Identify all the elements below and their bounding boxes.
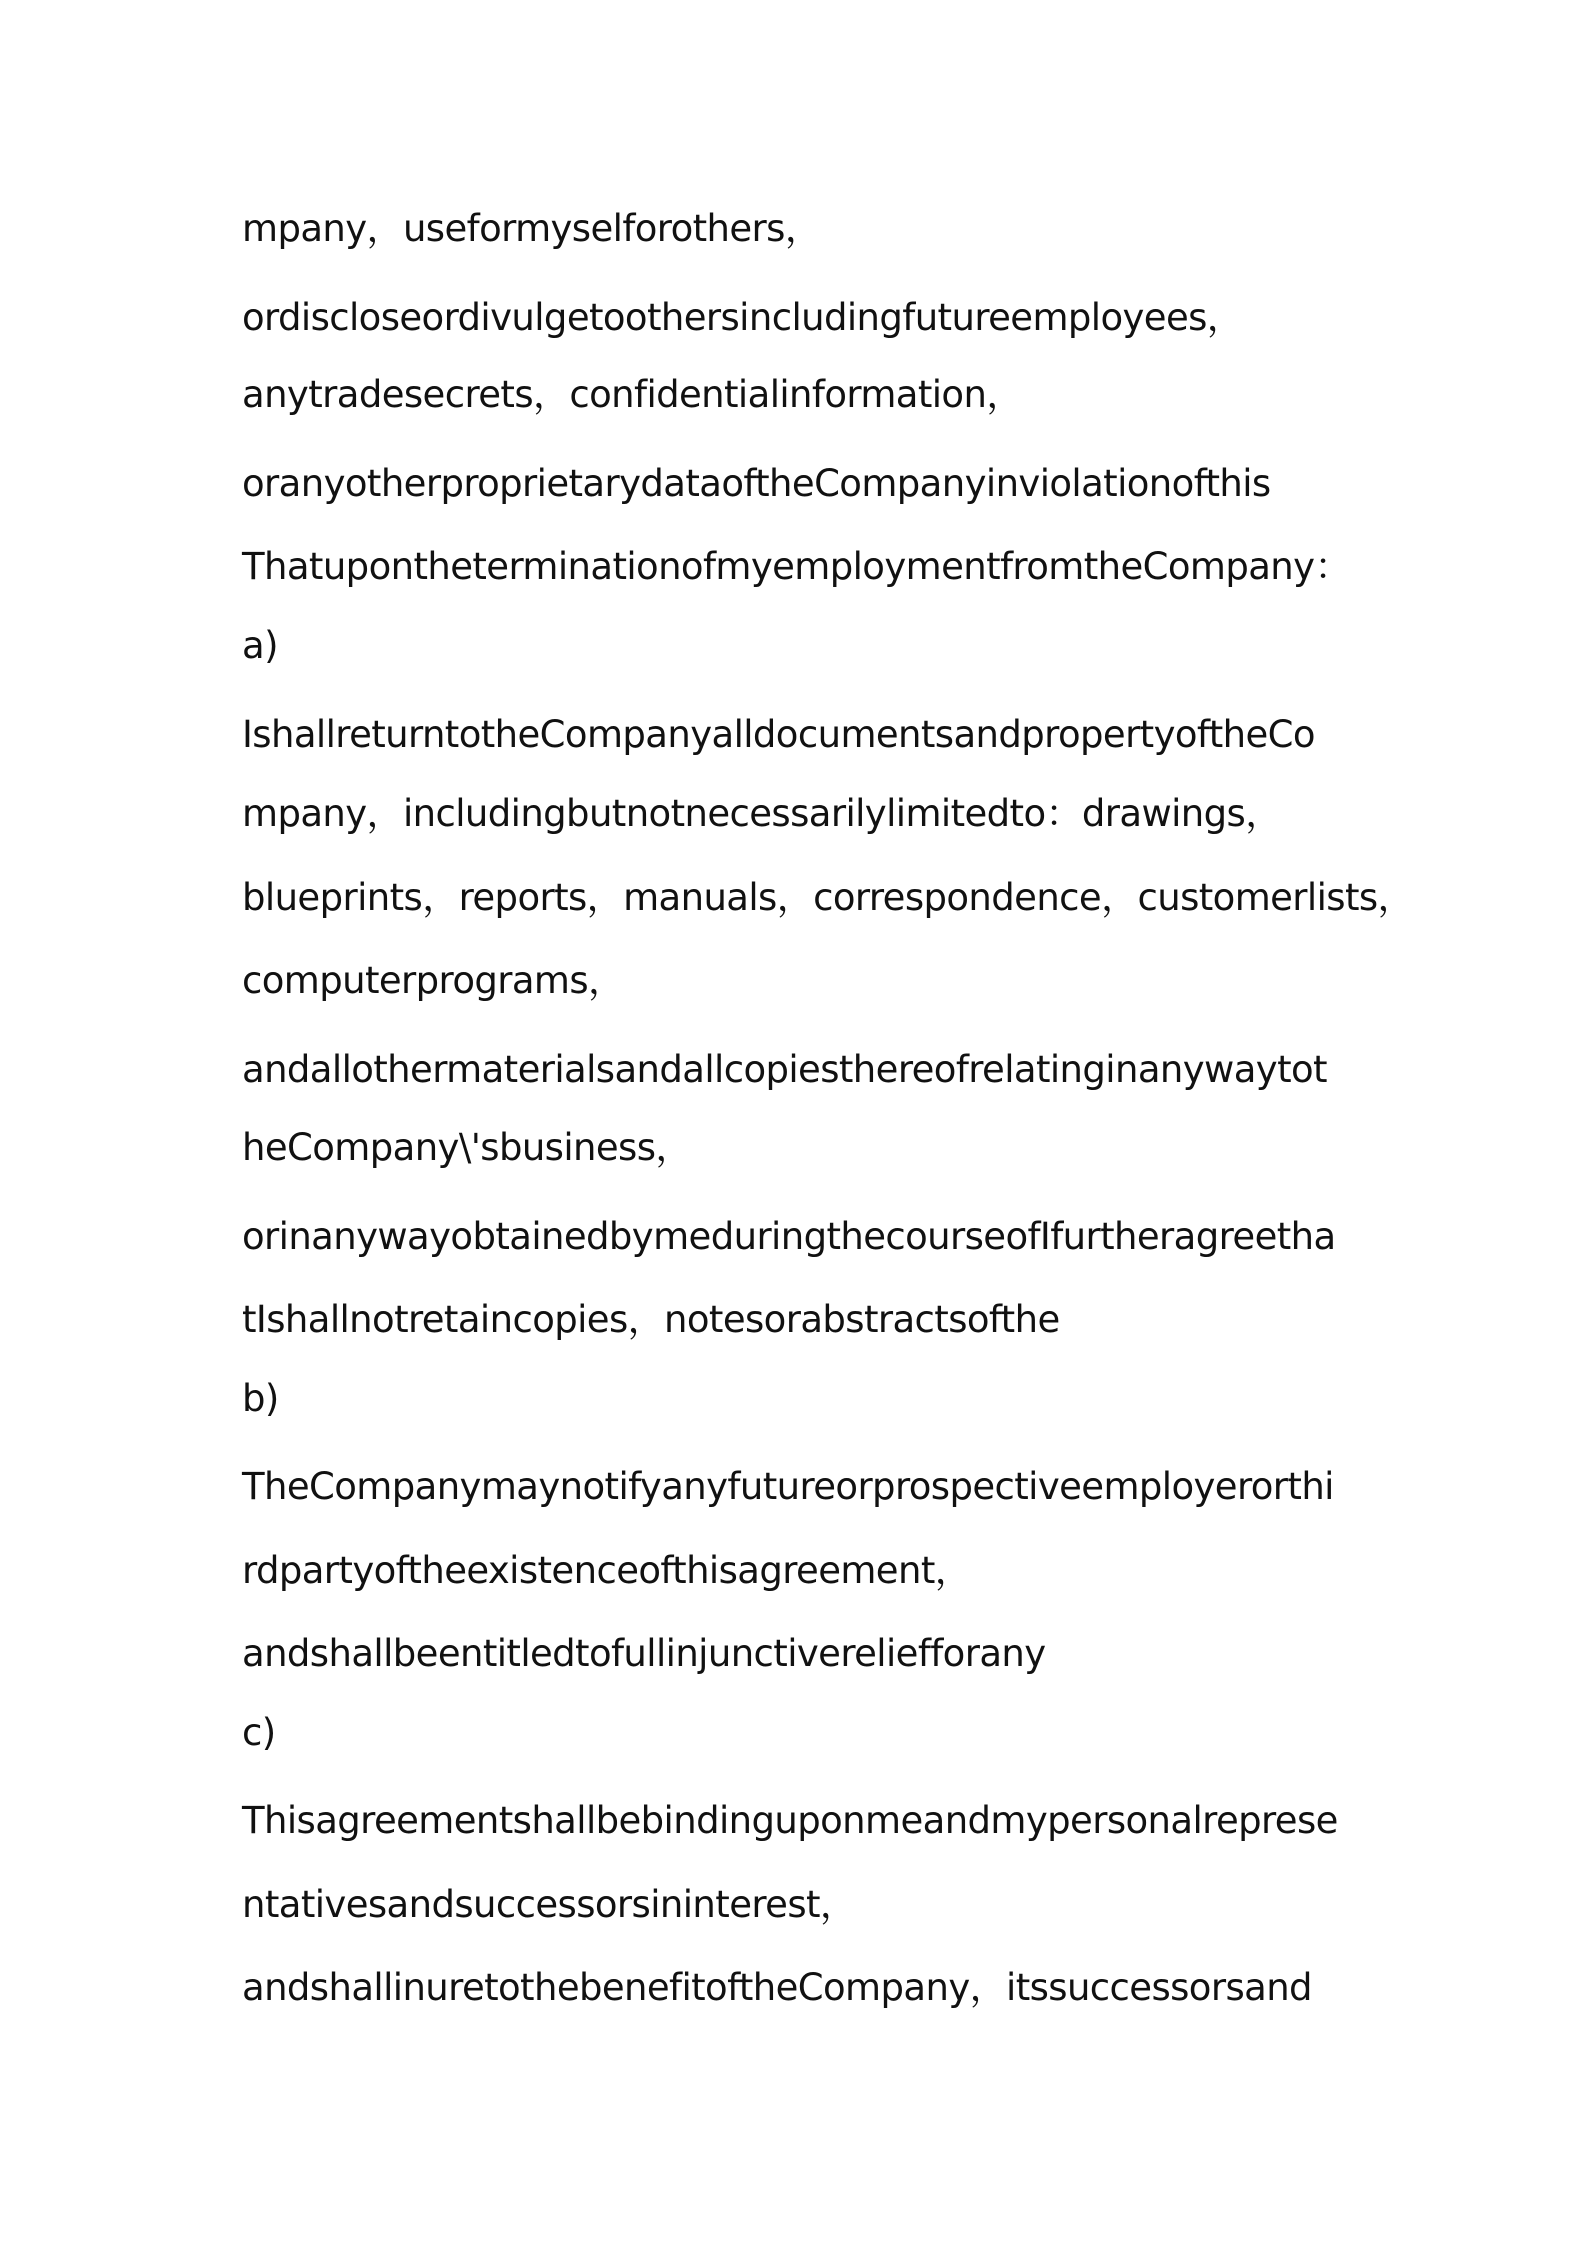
text-line: IshallreturntotheCompanyalldocumentsandpropertyoftheCo [242, 713, 1315, 756]
text-line: rdpartyoftheexistenceofthisagreement， [242, 1549, 972, 1592]
text-line: blueprints，reports，manuals，correspondence，customerlists， [242, 876, 1414, 919]
text-line: ThatupontheterminationofmyemploymentfromtheCompany： [242, 545, 1351, 588]
text-line: andallothermaterialsandallcopiesthereofrelatinginanywaytot [242, 1048, 1327, 1091]
list-marker: c) [242, 1711, 276, 1754]
text-line: oranyotherproprietarydataoftheCompanyinviolationofthis [242, 462, 1271, 505]
list-marker: b) [242, 1377, 279, 1420]
text-line: anytradesecrets，confidentialinformation， [242, 373, 1023, 416]
text-line: TheCompanymaynotifyanyfutureorprospectiveemployerorthi [242, 1465, 1334, 1508]
text-line: heCompany\'sbusiness， [242, 1126, 692, 1169]
text-line: Thisagreementshallbebindinguponmeandmypersonalreprese [242, 1799, 1338, 1842]
text-line: ordiscloseordivulgetoothersincludingfutureemployees， [242, 296, 1244, 339]
text-line: orinanywayobtainedbymeduringthecourseofIfurtheragreetha [242, 1215, 1336, 1258]
text-line: ntativesandsuccessorsininterest， [242, 1883, 857, 1926]
list-marker: a) [242, 624, 278, 667]
text-line: andshallinuretothebenefitoftheCompany，itssuccessorsand [242, 1966, 1312, 2009]
text-line: mpany，useformyselforothers， [242, 207, 822, 250]
text-line: andshallbeentitledtofullinjunctivereliefforany [242, 1632, 1046, 1675]
text-line: computerprograms， [242, 959, 625, 1002]
text-line: tIshallnotretaincopies，notesorabstractsofthe [242, 1298, 1060, 1341]
text-line: mpany，includingbutnotnecessarilylimitedto：drawings， [242, 792, 1282, 835]
